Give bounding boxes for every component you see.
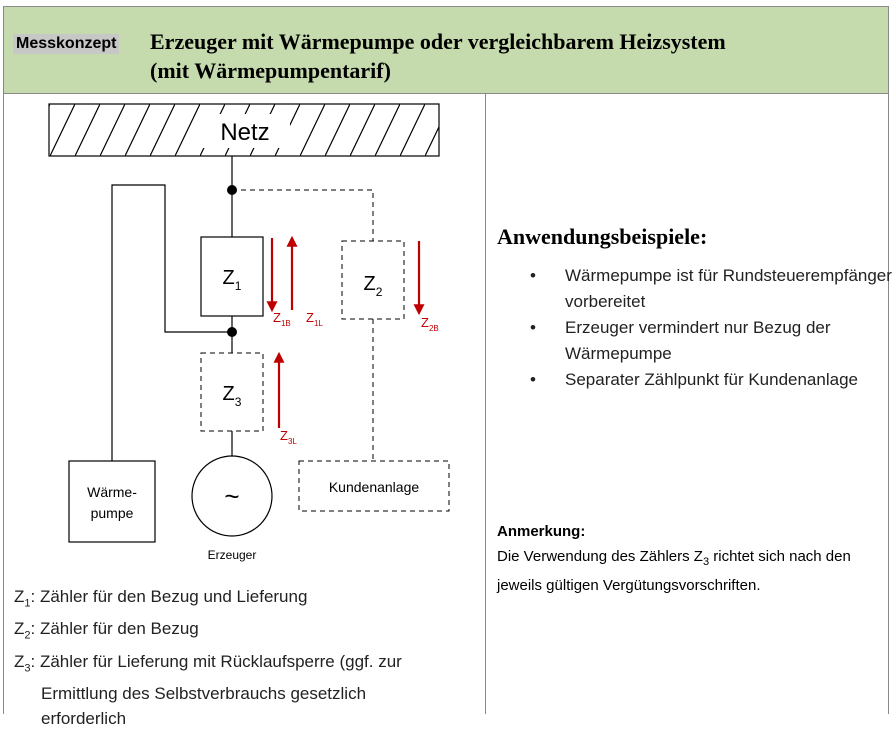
label-z3l: $Z_{3L}$ <box>280 428 297 446</box>
generator-label: Erzeuger <box>207 548 257 562</box>
heat-pump-label-1: Wärme- <box>87 484 137 500</box>
note-title: Anmerkung: <box>497 523 586 540</box>
meter-z1-label: $Z_1$ <box>222 267 242 293</box>
customer-label: Kundenanlage <box>328 479 420 495</box>
label-z1b: $Z_{1B}$ <box>273 310 291 328</box>
list-item: • Wärmepumpe ist für Rundsteuerempfänger vorbereitet <box>530 263 893 315</box>
applications-list <box>530 263 893 393</box>
heat-pump-label-2: pumpe <box>90 505 134 521</box>
legend-z1: $Z_1$: Zähler für den Bezug und Lieferung <box>14 587 308 610</box>
title-line-2: (mit Wärmepumpentarif) <box>150 58 391 83</box>
grid-label: Netz <box>220 119 270 146</box>
list-item: • Erzeuger vermindert nur Bezug der Wärmepumpe <box>530 315 893 367</box>
meter-z3-label: $Z_3$ <box>222 383 242 409</box>
note-text: Die Verwendung des Zählers $Z_3$ richtet sich nach den jeweils gültigen Vergütungsvorschriften. <box>497 548 851 594</box>
label-z2b: $Z_{2B}$ <box>421 315 439 333</box>
legend-z3-cont-1: Ermittlung des Selbstverbrauchs gesetzlich <box>41 684 367 704</box>
meter-legend <box>14 584 402 731</box>
meter-z2-label: $Z_2$ <box>363 273 383 299</box>
z2-supply-line <box>232 190 373 241</box>
applications-title: Anwendungsbeispiele: <box>497 224 708 249</box>
junction-dot-mid <box>227 327 237 337</box>
legend-z3-cont-2: erforderlich <box>41 709 127 729</box>
list-item: • Separater Zählpunkt für Kundenanlage <box>530 367 893 393</box>
bullet-icon: • <box>530 266 536 285</box>
generator-symbol: ~ <box>224 481 240 511</box>
bullet-icon: • <box>530 370 536 389</box>
legend-z3: $Z_3$: Zähler für Lieferung mit Rücklaufsperre (ggf. zur <box>14 651 402 675</box>
concept-tag: Messkonzept <box>13 34 119 54</box>
junction-dot-top <box>227 185 237 195</box>
title-line-1: Erzeuger mit Wärmepumpe oder vergleichbarem Heizsystem <box>150 29 726 54</box>
bullet-icon: • <box>530 318 536 337</box>
legend-z2: $Z_2$: Zähler für den Bezug <box>14 619 199 642</box>
label-z1l: $Z_{1L}$ <box>306 310 323 328</box>
heat-pump-box <box>69 461 155 542</box>
